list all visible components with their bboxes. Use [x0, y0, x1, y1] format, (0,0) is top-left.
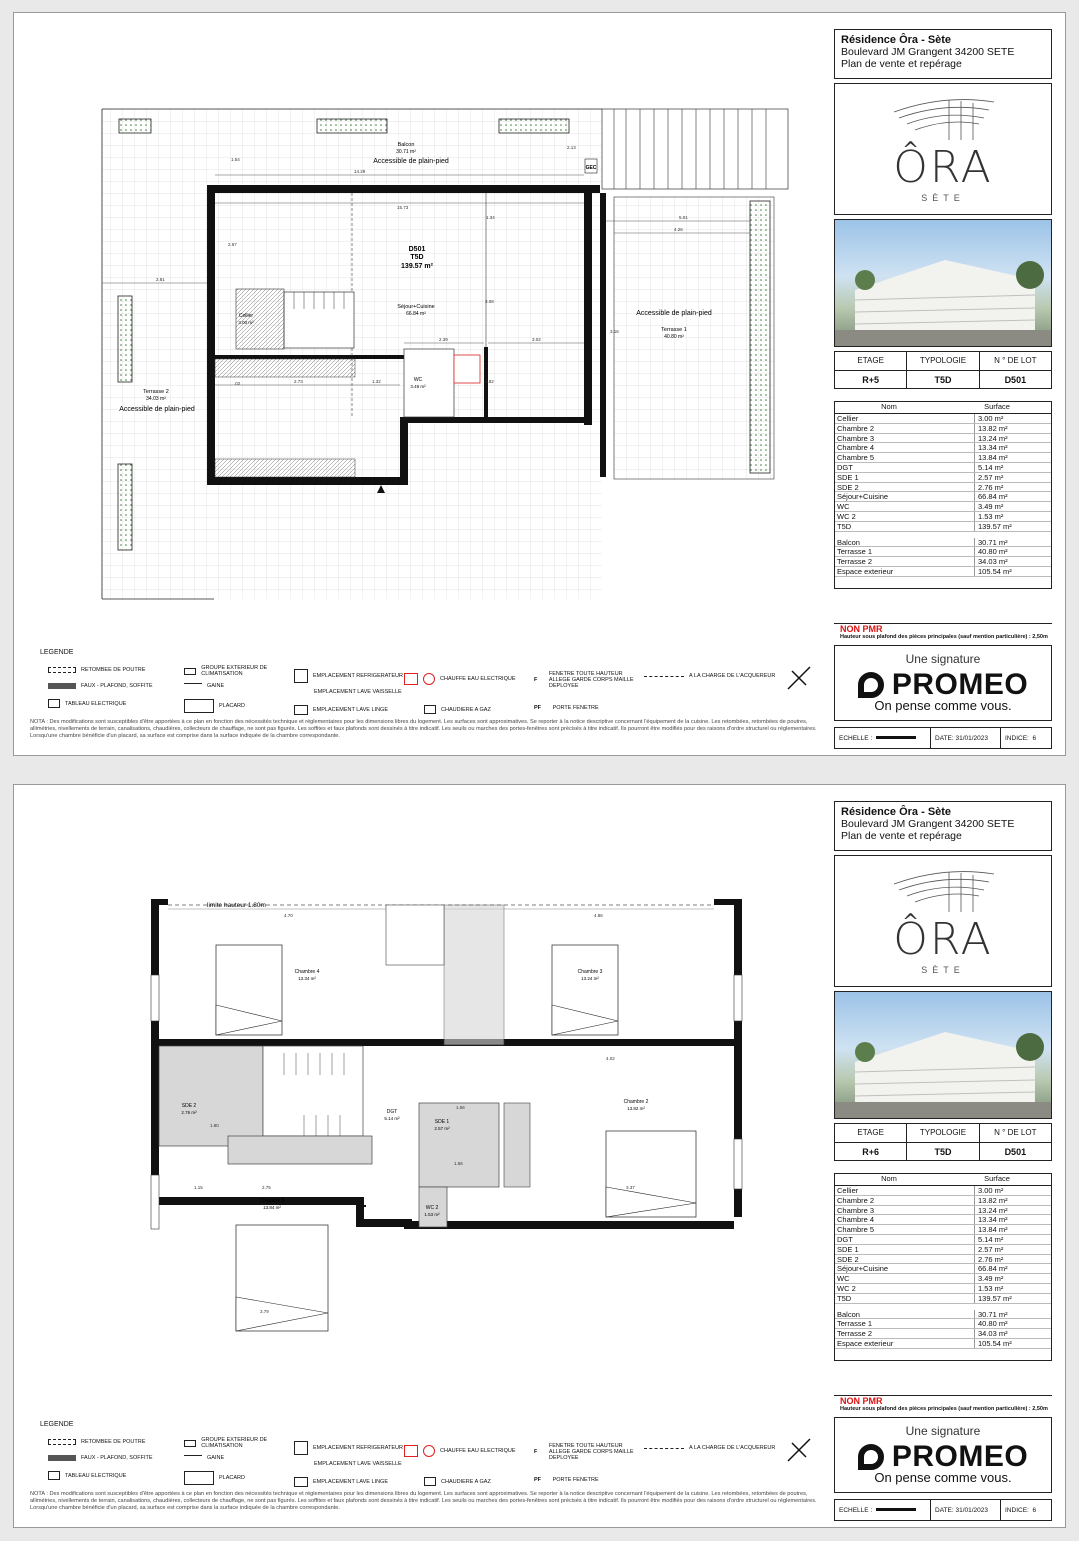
legend-title: LEGENDE [40, 1421, 74, 1428]
legend-item: EMPLACEMENT REFRIGERATEUR [294, 669, 403, 683]
title-footer [834, 727, 1052, 749]
surface-row-name: Chambre 2 [835, 1196, 975, 1205]
limite-label: limite hauteur 1.80m [207, 902, 266, 909]
legend-item: PLACARD [184, 1471, 245, 1485]
svg-text:1.15: 1.15 [194, 1185, 203, 1190]
surface-row [835, 1245, 1051, 1255]
surface-row-value: 30.71 m² [978, 537, 1008, 547]
surface-row [835, 1264, 1051, 1274]
svg-text:1.80: 1.80 [210, 1123, 219, 1128]
surface-row [835, 522, 1051, 532]
surface-row [835, 443, 1051, 453]
surface-row-name: Terrasse 2 [835, 557, 975, 566]
surface-row [835, 557, 1051, 567]
surface-row-value: 66.84 m² [978, 1264, 1008, 1274]
surface-row-name: SDE 1 [835, 1245, 975, 1254]
surface-row-name: Chambre 4 [835, 1215, 975, 1224]
surface-row-value: 5.14 m² [978, 462, 1004, 472]
col-surface: Surface [984, 1174, 1010, 1183]
cross-icon [786, 665, 812, 691]
etage-header: ETAGE [835, 352, 907, 370]
echelle: ECHELLE : [835, 728, 931, 748]
legend-item: F FENETRE TOUTE HAUTEUR ALLEGE GARDE CORPS MAILLE DEPLOYEE [534, 1443, 634, 1461]
surface-row-name: Terrasse 2 [835, 1329, 975, 1338]
building-render-image [834, 991, 1052, 1119]
surface-row [835, 538, 1051, 548]
terrasse2-label: Terrasse 2 [143, 389, 169, 395]
surface-row-value: 13.34 m² [978, 443, 1008, 453]
terrasse1-area: 40.80 m² [664, 334, 684, 340]
svg-text:1.56: 1.56 [454, 1161, 463, 1166]
surface-row-name: SDE 2 [835, 1255, 975, 1264]
typo-label: T5D [410, 254, 424, 261]
legend-item: GROUPE EXTERIEUR DE CLIMATISATION [184, 1437, 294, 1449]
legend [34, 649, 824, 719]
surface-row [835, 414, 1051, 424]
nota: NOTA : Des modifications sont susceptibles d'être apportées à ce plan en fonction des nécessités technique et réglementaires pour les dimensions libres du logement. Les surfaces sont approximatives. Se reporter à la notice descriptive concernant l'équipement de la cuisine. Les retombées, retombées de poutres, allimétries, nivellements de terrain, canalisations, chaudières, collecteurs de chauffage, ne sont pas figurés. Les soffites et faux plafonds sont dessinés à titre indicatif. Les seuils ou marches des portes-fenêtres sont précisés à titre indicatif. Ils pourront être modifiés pour des raisons d'ordre structurel ou réglementaires. Lorsqu'une chambre bénéficie d'un placard, sa surface est comprise dans la surface indiquée de la chambre correspondante. [30, 719, 817, 739]
ch5-label: Chambre 5 [259, 1198, 285, 1204]
lot-info-grid [834, 351, 1052, 389]
surface-row-name: Terrasse 1 [835, 547, 975, 556]
svg-text:1.34: 1.34 [486, 215, 495, 220]
svg-text:2.13: 2.13 [567, 145, 576, 150]
surface-row-value: 3.00 m² [978, 414, 1004, 423]
surface-row [835, 1215, 1051, 1225]
legend-item: GROUPE EXTERIEUR DE CLIMATISATION [184, 665, 294, 677]
building-logo-icon [889, 92, 999, 142]
legend-item: A LA CHARGE DE L'ACQUEREUR [644, 673, 775, 679]
promeo-slogan: On pense comme vous. [874, 1470, 1012, 1485]
wc-label: WC [413, 377, 423, 383]
surface-row-name: Chambre 5 [835, 1225, 975, 1234]
svg-text:2.67: 2.67 [228, 242, 237, 247]
svg-text:.02: .02 [234, 381, 241, 386]
legend-item: FAUX - PLAFOND, SOFFITE [48, 1455, 153, 1461]
legend-item: FAUX - PLAFOND, SOFFITE [48, 683, 153, 689]
legend-item: PF PORTE FENETRE [534, 705, 599, 711]
surface-row [835, 1319, 1051, 1329]
indice: INDICE: 6 [1005, 1506, 1037, 1514]
surface-row-value: 2.57 m² [978, 1244, 1004, 1254]
legend-item: EMPLACEMENT LAVE VAISSELLE [314, 1461, 402, 1467]
surface-row [835, 1206, 1051, 1216]
ora-logo [834, 83, 1052, 215]
balcon-label: Balcon [397, 142, 415, 148]
brand-name: ÔRA [893, 914, 993, 965]
wc2-area: 1.53 m² [424, 1212, 440, 1217]
surface-row [835, 1255, 1051, 1265]
surface-row [835, 463, 1051, 473]
surface-row-name: Séjour+Cuisine [835, 1264, 975, 1273]
col-nom: Nom [881, 402, 897, 411]
lot-value: D501 [1004, 1147, 1027, 1157]
promeo-brand: PROMEO [891, 1440, 1029, 1473]
legend-item: CHAUFFE EAU ELECTRIQUE [404, 673, 515, 685]
signature-intro: Une signature [905, 1424, 981, 1438]
surface-row-name: WC 2 [835, 512, 975, 521]
surface-row-value: 13.34 m² [978, 1215, 1008, 1225]
building-logo-icon [889, 864, 999, 914]
typologie-value: T5D [907, 1143, 979, 1160]
legend-item: RETOMBEE DE POUTRE [48, 1439, 145, 1445]
surface-row-value: 3.00 m² [978, 1186, 1004, 1195]
svg-text:15.73: 15.73 [397, 205, 409, 210]
lot-header: N ° DE LOT [994, 356, 1037, 365]
dgt-area: 5.14 m² [384, 1116, 400, 1121]
floor-plan-r5 [14, 13, 824, 643]
legend-item: F FENETRE TOUTE HAUTEUR ALLEGE GARDE CORPS MAILLE DEPLOYEE [534, 671, 634, 689]
surface-row [835, 1235, 1051, 1245]
surface-row [835, 567, 1051, 577]
surface-row-name: DGT [835, 1235, 975, 1244]
surface-row-name: Espace exterieur [835, 1339, 975, 1348]
scale-bar-icon [872, 734, 922, 742]
scale-bar-icon [872, 1506, 922, 1514]
pmr-text: Hauteur sous plafond des pièces principales (sauf mention particulière) : 2,50m [840, 634, 1048, 640]
sde2-label: SDE 2 [181, 1103, 197, 1109]
surface-row-name: Chambre 3 [835, 434, 975, 443]
legend-item: A LA CHARGE DE L'ACQUEREUR [644, 1445, 775, 1451]
surface-row [835, 502, 1051, 512]
typologie-header: TYPOLOGIE [907, 352, 979, 370]
floor-plan-r6 [14, 785, 824, 1415]
ora-logo [834, 855, 1052, 987]
nota: NOTA : Des modifications sont susceptibles d'être apportées à ce plan en fonction des nécessités technique et réglementaires pour les dimensions libres du logement. Les surfaces sont approximatives. Se reporter à la notice descriptive concernant l'équipement de la cuisine. Les retombées, retombées de poutres, allimétries, nivellements de terrain, canalisations, chaudières, collecteurs de chauffage, ne sont pas figurés. Les soffites et faux plafonds sont dessinés à titre indicatif. Les seuils ou marches des portes-fenêtres sont précisés à titre indicatif. Ils pourront être modifiés pour des raisons d'ordre structurel ou réglementaires. Lorsqu'une chambre bénéficie d'un placard, sa surface est comprise dans la surface indiquée de la chambre correspondante. [30, 1491, 817, 1511]
surface-row-value: 40.80 m² [978, 1319, 1008, 1329]
surface-row-name: Chambre 2 [835, 424, 975, 433]
surface-row-value: 13.84 m² [978, 453, 1008, 463]
promeo-p-icon [858, 1444, 884, 1470]
etage-value: R+5 [835, 371, 907, 388]
legend-item: TABLEAU ELECTRIQUE [48, 699, 126, 708]
surface-row-name: Balcon [835, 1310, 975, 1319]
legend-item: CHAUDIERE A GAZ [424, 705, 491, 714]
surface-row-value: 30.71 m² [978, 1309, 1008, 1319]
cellier-area: 3.00 m² [238, 320, 254, 325]
ch2-label: Chambre 2 [623, 1099, 649, 1105]
terrasse2-area: 34.03 m² [146, 396, 166, 402]
date: DATE: 31/01/2023 [931, 728, 1001, 748]
surface-row-value: 34.03 m² [978, 1329, 1008, 1339]
wc2-label: WC 2 [425, 1205, 439, 1211]
surface-table [834, 401, 1052, 589]
wc-area: 3.49 m² [410, 384, 426, 389]
pmr-block [834, 623, 1052, 645]
legend-item: PLACARD [184, 699, 245, 713]
sejour-label: Séjour+Cuisine [397, 304, 435, 310]
cellier-label: Cellier [238, 313, 254, 319]
promeo-logo [835, 1440, 1051, 1474]
legend-item: GAINE [184, 683, 224, 689]
terrasse1-label: Terrasse 1 [661, 327, 687, 333]
svg-text:4.02: 4.02 [606, 1056, 615, 1061]
project-name: Résidence Ôra - Sète [841, 806, 952, 818]
cross-icon [786, 1437, 812, 1463]
surface-row-value: 1.53 m² [978, 1283, 1004, 1293]
ch3-area: 13.24 m² [581, 976, 599, 981]
svg-text:3.79: 3.79 [260, 1309, 269, 1314]
surface-row-name: Cellier [835, 414, 975, 423]
ch3-label: Chambre 3 [577, 969, 603, 975]
surface-row-value: 105.54 m² [978, 566, 1012, 576]
surface-row [835, 453, 1051, 463]
surface-row [835, 1225, 1051, 1235]
legend [34, 1421, 824, 1491]
typologie-header: TYPOLOGIE [907, 1124, 979, 1142]
surface-row-name: WC [835, 1274, 975, 1283]
doc-type: Plan de vente et repérage [841, 830, 962, 842]
surface-row [835, 434, 1051, 444]
surface-row-value: 13.84 m² [978, 1225, 1008, 1235]
ch2-area: 13.82 m² [627, 1106, 645, 1111]
svg-text:1.82: 1.82 [485, 379, 494, 384]
surface-row-value: 1.53 m² [978, 511, 1004, 521]
surface-row [835, 1339, 1051, 1349]
svg-text:4.86: 4.86 [594, 913, 603, 918]
svg-text:3.02: 3.02 [532, 337, 541, 342]
pmr-label: NON PMR [840, 624, 883, 634]
promeo-signature [834, 645, 1052, 721]
surface-row-name: T5D [835, 1294, 975, 1303]
surface-row-value: 13.82 m² [978, 423, 1008, 433]
echelle: ECHELLE : [835, 1500, 931, 1520]
promeo-signature [834, 1417, 1052, 1493]
surface-row [835, 1294, 1051, 1304]
surface-row [835, 1329, 1051, 1339]
legend-item: RETOMBEE DE POUTRE [48, 667, 145, 673]
pmr-label: NON PMR [840, 1396, 883, 1406]
typologie-value: T5D [907, 371, 979, 388]
surface-row [835, 1310, 1051, 1320]
accessible-label-3: Accessible de plain-pied [119, 406, 195, 413]
surface-row-name: Espace exterieur [835, 567, 975, 576]
pmr-block [834, 1395, 1052, 1417]
legend-item: PF PORTE FENETRE [534, 1477, 599, 1483]
surface-row-value: 3.49 m² [978, 1274, 1004, 1284]
svg-text:3.08: 3.08 [485, 299, 494, 304]
surface-row-value: 13.24 m² [978, 433, 1008, 443]
surface-row-name: SDE 1 [835, 473, 975, 482]
svg-text:1.32: 1.32 [372, 379, 381, 384]
ch4-area: 13.34 m² [298, 976, 316, 981]
project-address: Boulevard JM Grangent 34200 SETE [841, 46, 1015, 58]
legend-item: CHAUFFE EAU ELECTRIQUE [404, 1445, 515, 1457]
svg-text:1.54: 1.54 [231, 157, 240, 162]
surface-row-value: 139.57 m² [978, 521, 1012, 531]
surface-row [835, 1284, 1051, 1294]
col-nom: Nom [881, 1174, 897, 1183]
sde1-area: 2.57 m² [434, 1126, 450, 1131]
legend-title: LEGENDE [40, 649, 74, 656]
promeo-p-icon [858, 672, 884, 698]
surface-row-value: 34.03 m² [978, 557, 1008, 567]
surface-row-name: Cellier [835, 1186, 975, 1195]
svg-text:5.01: 5.01 [679, 215, 688, 220]
promeo-brand: PROMEO [891, 668, 1029, 701]
surface-row-value: 2.57 m² [978, 472, 1004, 482]
svg-text:4.70: 4.70 [284, 913, 293, 918]
surface-row [835, 547, 1051, 557]
surface-row-name: Chambre 5 [835, 453, 975, 462]
lot-header: N ° DE LOT [994, 1128, 1037, 1137]
surface-row-name: SDE 2 [835, 483, 975, 492]
brand-name: ÔRA [893, 142, 993, 193]
title-header [834, 801, 1052, 851]
lot-value: D501 [1004, 375, 1027, 385]
sejour-area: 66.84 m² [406, 311, 426, 317]
legend-item: EMPLACEMENT LAVE VAISSELLE [314, 689, 402, 695]
legend-item: EMPLACEMENT REFRIGERATEUR [294, 1441, 403, 1455]
surface-table [834, 1173, 1052, 1361]
promeo-slogan: On pense comme vous. [874, 698, 1012, 713]
svg-text:1.66: 1.66 [456, 1105, 465, 1110]
surface-row-value: 139.57 m² [978, 1293, 1012, 1303]
surface-row-name: WC [835, 502, 975, 511]
brand-sub: SÈTE [921, 965, 965, 975]
svg-text:2.39: 2.39 [439, 337, 448, 342]
title-footer [834, 1499, 1052, 1521]
svg-text:14.29: 14.29 [354, 169, 366, 174]
svg-text:2.81: 2.81 [156, 277, 165, 282]
plan-sheet-r5 [13, 12, 1066, 756]
signature-intro: Une signature [905, 652, 981, 666]
balcon-area: 30.71 m² [396, 149, 416, 155]
legend-item: EMPLACEMENT LAVE LINGE [294, 1477, 388, 1487]
sde2-area: 2.76 m² [181, 1110, 197, 1115]
surface-row-name: Balcon [835, 538, 975, 547]
surface-row [835, 492, 1051, 502]
surface-row-name: T5D [835, 522, 975, 531]
lot-info-grid [834, 1123, 1052, 1161]
etage-header: ETAGE [835, 1124, 907, 1142]
surface-row-value: 13.24 m² [978, 1205, 1008, 1215]
surface-row [835, 483, 1051, 493]
surface-row [835, 473, 1051, 483]
surface-row-value: 66.84 m² [978, 492, 1008, 502]
legend-item: EMPLACEMENT LAVE LINGE [294, 705, 388, 715]
dgt-label: DGT [386, 1109, 398, 1115]
surface-row-name: Chambre 4 [835, 443, 975, 452]
surface-row-value: 105.54 m² [978, 1338, 1012, 1348]
surface-row [835, 1186, 1051, 1196]
brand-sub: SÈTE [921, 193, 965, 203]
svg-text:4.26: 4.26 [674, 227, 683, 232]
sde1-label: SDE 1 [434, 1119, 450, 1125]
gec-label: GEC [585, 165, 597, 171]
pmr-text: Hauteur sous plafond des pièces principales (sauf mention particulière) : 2,50m [840, 1406, 1048, 1412]
surface-row-value: 40.80 m² [978, 547, 1008, 557]
accessible-label-2: Accessible de plain-pied [636, 310, 712, 317]
legend-item: TABLEAU ELECTRIQUE [48, 1471, 126, 1480]
surface-row [835, 1274, 1051, 1284]
indice: INDICE: 6 [1005, 734, 1037, 742]
surface-label: 139.57 m² [401, 263, 433, 270]
project-name: Résidence Ôra - Sète [841, 34, 952, 46]
surface-row [835, 512, 1051, 522]
surface-row-value: 13.82 m² [978, 1195, 1008, 1205]
plan-sheet-r6 [13, 784, 1066, 1528]
surface-row-name: Séjour+Cuisine [835, 492, 975, 501]
svg-text:2.75: 2.75 [262, 1185, 271, 1190]
legend-item: GAINE [184, 1455, 224, 1461]
surface-row [835, 424, 1051, 434]
legend-item: CHAUDIERE A GAZ [424, 1477, 491, 1486]
svg-text:2.73: 2.73 [294, 379, 303, 384]
doc-type: Plan de vente et repérage [841, 58, 962, 70]
lot-label: D501 [408, 246, 426, 253]
surface-row [835, 1196, 1051, 1206]
title-header [834, 29, 1052, 79]
ch4-label: Chambre 4 [294, 969, 320, 975]
surface-row-name: WC 2 [835, 1284, 975, 1293]
ch5-area: 13.84 m² [263, 1205, 281, 1210]
surface-row-name: DGT [835, 463, 975, 472]
surface-row-value: 5.14 m² [978, 1234, 1004, 1244]
surface-row-name: Terrasse 1 [835, 1319, 975, 1328]
surface-row-name: Chambre 3 [835, 1206, 975, 1215]
promeo-logo [835, 668, 1051, 702]
surface-row-value: 2.76 m² [978, 1254, 1004, 1264]
svg-text:3.16: 3.16 [610, 329, 619, 334]
building-render-image [834, 219, 1052, 347]
date: DATE: 31/01/2023 [931, 1500, 1001, 1520]
surface-row-value: 3.49 m² [978, 502, 1004, 512]
col-surface: Surface [984, 402, 1010, 411]
project-address: Boulevard JM Grangent 34200 SETE [841, 818, 1015, 830]
etage-value: R+6 [835, 1143, 907, 1160]
surface-row-value: 2.76 m² [978, 482, 1004, 492]
svg-text:3.37: 3.37 [626, 1185, 635, 1190]
accessible-label-1: Accessible de plain-pied [373, 158, 449, 165]
